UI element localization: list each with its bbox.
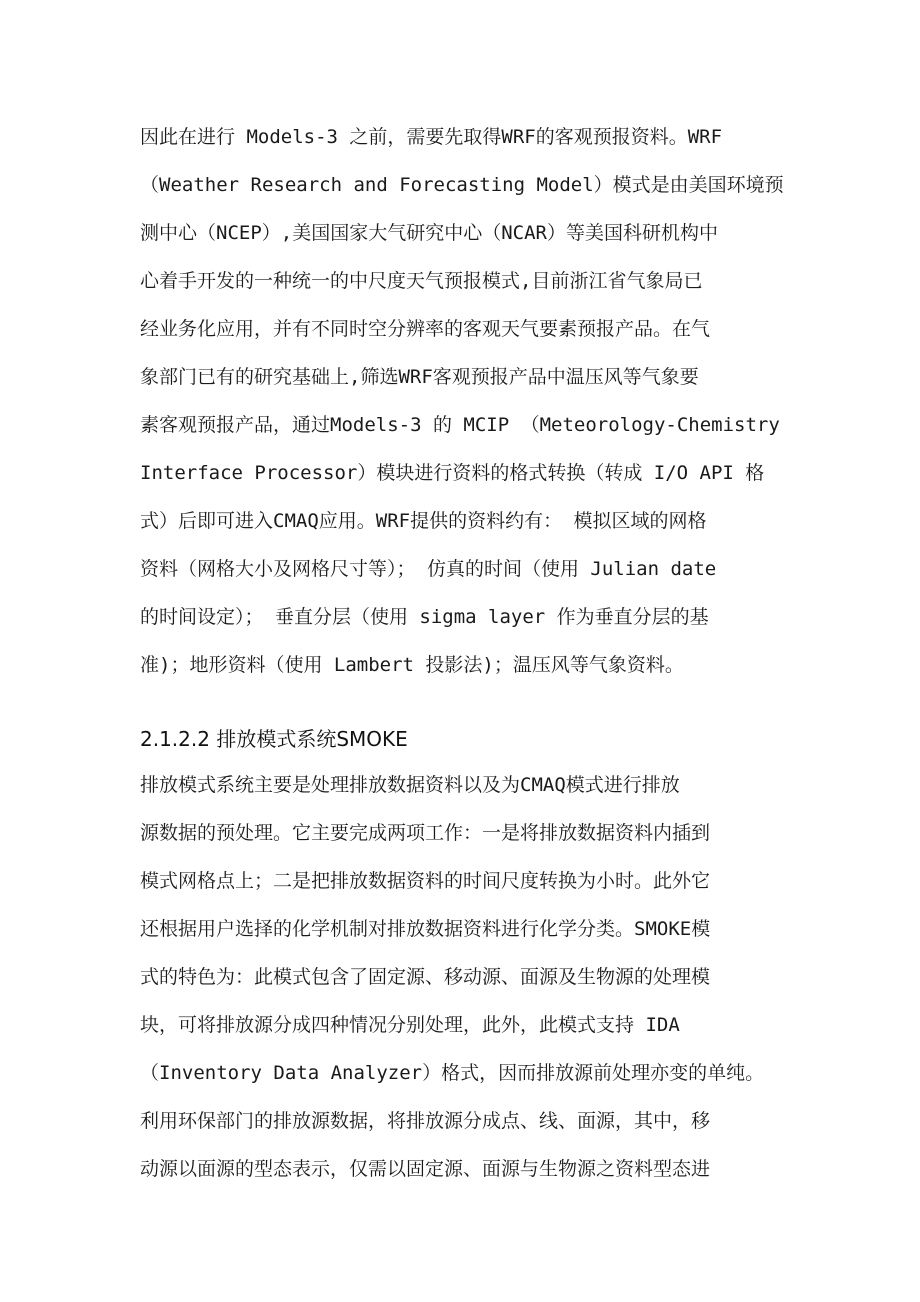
paragraph-line: 准)；地形资料（使用 Lambert 投影法)；温压风等气象资料。 [140, 654, 684, 676]
paragraph-line: 资料（网格大小及网格尺寸等）； 仿真的时间（使用 Julian date [140, 558, 717, 580]
paragraph-line: Interface Processor）模块进行资料的格式转换（转成 I/O API 格 [140, 462, 765, 484]
section-heading: 2.1.2.2 排放模式系统SMOKE [140, 727, 408, 751]
paragraph-line: 象部门已有的研究基础上,筛选WRF客观预报产品中温压风等气象要 [140, 366, 699, 388]
paragraph-line: 因此在进行 Models-3 之前，需要先取得WRF的客观预报资料。WRF [140, 126, 723, 148]
paragraph-line: 源数据的预处理。它主要完成两项工作：一是将排放数据资料内插到 [140, 822, 711, 844]
paragraph-line: 排放模式系统主要是处理排放数据资料以及为CMAQ模式进行排放 [140, 774, 680, 796]
paragraph-line: 利用环保部门的排放源数据，将排放源分成点、线、面源，其中，移 [140, 1110, 711, 1132]
paragraph-line: 还根据用户选择的化学机制对排放数据资料进行化学分类。SMOKE模 [140, 918, 711, 940]
paragraph-line: （Weather Research and Forecasting Model）模式是由美国环境预 [140, 174, 784, 196]
paragraph-line: 测中心（NCEP）,美国国家大气研究中心（NCAR）等美国科研机构中 [140, 222, 718, 244]
paragraph-line: 心着手开发的一种统一的中尺度天气预报模式,目前浙江省气象局已 [140, 270, 703, 292]
paragraph-line: 式的特色为：此模式包含了固定源、移动源、面源及生物源的处理模 [140, 966, 711, 988]
paragraph-line: 块，可将排放源分成四种情况分别处理，此外，此模式支持 IDA [140, 1014, 680, 1036]
paragraph-line: （Inventory Data Analyzer）格式，因而排放源前处理亦变的单纯。 [140, 1062, 765, 1084]
paragraph-line: 式）后即可进入CMAQ应用。WRF提供的资料约有： 模拟区域的网格 [140, 510, 707, 532]
paragraph-line: 模式网格点上；二是把排放数据资料的时间尺度转换为小时。此外它 [140, 870, 711, 892]
paragraph-line: 的时间设定）； 垂直分层（使用 sigma layer 作为垂直分层的基 [140, 606, 709, 628]
paragraph-line: 动源以面源的型态表示，仅需以固定源、面源与生物源之资料型态进 [140, 1158, 711, 1180]
paragraph-line: 素客观预报产品，通过Models-3 的 MCIP （Meteorology-Chemistry [140, 414, 780, 436]
paragraph-line: 经业务化应用，并有不同时空分辨率的客观天气要素预报产品。在气 [140, 318, 711, 340]
